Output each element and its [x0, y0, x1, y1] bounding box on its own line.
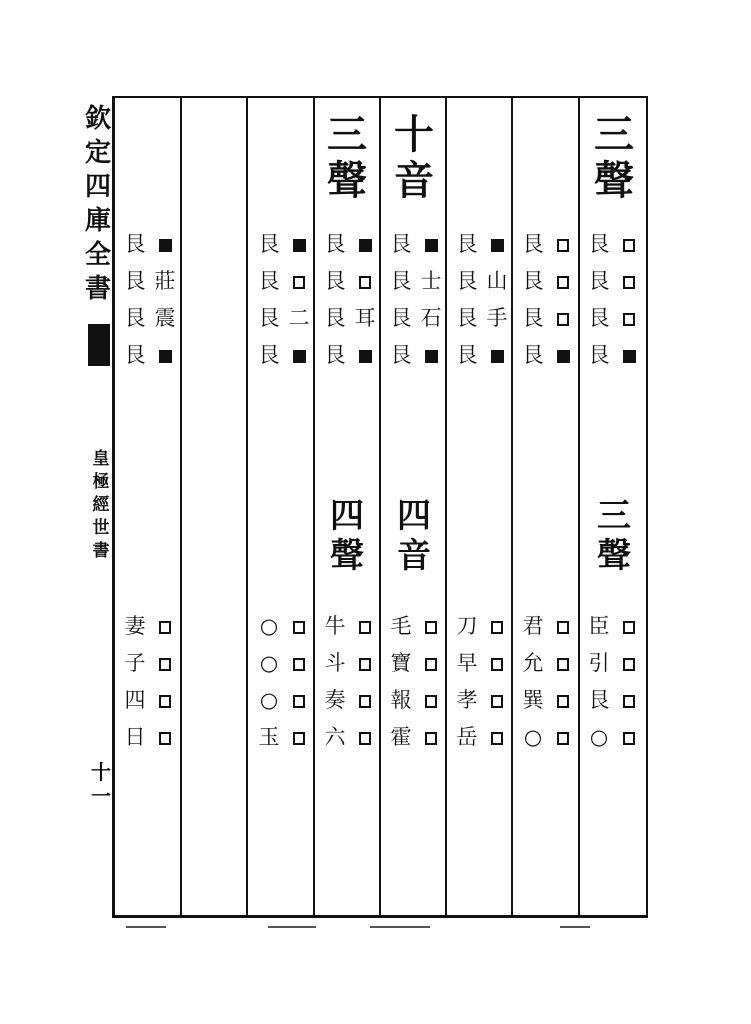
library-title — [84, 102, 112, 306]
square-column — [354, 608, 376, 756]
gen-char: 艮 — [522, 269, 544, 293]
empty-square — [552, 719, 574, 756]
sound-column-6 — [522, 608, 544, 756]
heading-ten-sounds — [392, 112, 436, 204]
heading-char: 聲 — [330, 536, 364, 576]
empty-square — [354, 719, 376, 756]
empty-square — [420, 719, 442, 756]
empty-square — [288, 263, 310, 300]
rhyme-char: 二 — [288, 306, 310, 330]
gen-column — [522, 226, 544, 374]
heading-char: 四 — [330, 496, 364, 536]
empty-square — [288, 645, 310, 682]
sound-char: 巽 — [522, 688, 544, 712]
column-rule — [379, 96, 381, 918]
sound-char: 報 — [390, 688, 412, 712]
sound-char: 艮 — [588, 688, 610, 712]
square-column — [552, 608, 574, 756]
empty-square — [618, 300, 640, 337]
empty-square — [552, 645, 574, 682]
sound-column-4 — [390, 608, 412, 756]
sound-char: 岳 — [456, 725, 478, 749]
column-rule — [578, 96, 580, 918]
filled-square — [552, 337, 574, 374]
scan-artifact — [370, 926, 430, 928]
filled-square — [486, 226, 508, 263]
gen-column — [588, 226, 610, 374]
sound-char: 日 — [124, 725, 146, 749]
filled-square — [354, 337, 376, 374]
rhyme-column-5 — [486, 226, 508, 374]
book-title — [90, 448, 112, 563]
heading-char: 音 — [397, 536, 431, 576]
sound-char: 霍 — [390, 725, 412, 749]
gen-column — [456, 226, 478, 374]
heading-three-tones — [325, 112, 369, 204]
filled-square — [154, 226, 176, 263]
empty-square — [552, 682, 574, 719]
sound-char: 奏 — [324, 688, 346, 712]
empty-square — [354, 682, 376, 719]
empty-square — [354, 263, 376, 300]
empty-square — [486, 682, 508, 719]
gen-char: 艮 — [522, 232, 544, 256]
scan-artifact — [560, 926, 590, 928]
rhyme-column-6 — [552, 226, 574, 374]
book-char: 極 — [92, 472, 110, 492]
scan-artifact — [268, 926, 316, 928]
sound-char: 允 — [522, 651, 544, 675]
gen-char: 艮 — [258, 269, 280, 293]
sound-char: 臣 — [588, 614, 610, 638]
title-char: 書 — [84, 274, 111, 304]
book-char: 書 — [92, 541, 110, 561]
gen-char: 艮 — [390, 232, 412, 256]
filled-square — [420, 337, 442, 374]
heading-char: 三 — [327, 111, 367, 158]
gen-char: 艮 — [324, 232, 346, 256]
heading-four-tones — [325, 496, 369, 576]
sound-char: 君 — [522, 614, 544, 638]
empty-square — [618, 682, 640, 719]
gen-char: 艮 — [456, 306, 478, 330]
rhyme-char: 士 — [420, 269, 442, 293]
gen-char: 艮 — [456, 269, 478, 293]
square-column — [420, 608, 442, 756]
gen-char: 艮 — [324, 343, 346, 367]
gen-char: 艮 — [588, 232, 610, 256]
gen-char: 艮 — [390, 343, 412, 367]
gen-char: 艮 — [456, 343, 478, 367]
sound-char: ○ — [259, 651, 279, 675]
sound-char: 孝 — [456, 688, 478, 712]
sound-char: 斗 — [324, 651, 346, 675]
heading-four-sounds — [392, 496, 436, 576]
empty-square — [618, 608, 640, 645]
empty-square — [618, 263, 640, 300]
gen-char: 艮 — [390, 306, 412, 330]
empty-square — [552, 226, 574, 263]
empty-square — [618, 719, 640, 756]
rhyme-char: 山 — [486, 269, 508, 293]
scan-artifact — [126, 926, 166, 928]
title-char: 全 — [84, 240, 111, 270]
sound-char: 六 — [324, 725, 346, 749]
heading-char: 三 — [597, 496, 631, 536]
title-char: 欽 — [84, 104, 111, 134]
page-char: 十 — [91, 760, 111, 784]
gen-column — [324, 226, 346, 374]
filled-square — [288, 337, 310, 374]
heading-char: 三 — [594, 111, 634, 158]
gen-char: 艮 — [522, 343, 544, 367]
filled-square — [486, 337, 508, 374]
gen-char: 艮 — [588, 343, 610, 367]
column-rule — [180, 96, 182, 918]
heading-char: 聲 — [597, 536, 631, 576]
gen-char: 艮 — [124, 232, 146, 256]
empty-square — [618, 645, 640, 682]
empty-square — [552, 608, 574, 645]
filled-square — [420, 226, 442, 263]
empty-square — [354, 608, 376, 645]
fishtail-mark — [88, 324, 110, 366]
sound-column-1 — [124, 608, 146, 756]
sound-column-5 — [456, 608, 478, 756]
filled-square — [288, 226, 310, 263]
sound-char: 子 — [124, 651, 146, 675]
heading-three-tones-right — [592, 112, 636, 204]
gen-char: 艮 — [324, 306, 346, 330]
gen-char: 艮 — [390, 269, 412, 293]
column-rule — [445, 96, 447, 918]
sound-char: ○ — [259, 688, 279, 712]
gen-char: 艮 — [258, 306, 280, 330]
gen-column — [390, 226, 412, 374]
gen-char: 艮 — [588, 269, 610, 293]
rhyme-column-1 — [154, 226, 176, 374]
gen-char: 艮 — [522, 306, 544, 330]
heading-char: 四 — [397, 496, 431, 536]
heading-three-tones-mid — [592, 496, 636, 576]
empty-square — [154, 682, 176, 719]
empty-square — [486, 608, 508, 645]
gen-char: 艮 — [588, 306, 610, 330]
sound-char: 玉 — [258, 725, 280, 749]
rhyme-char: 手 — [486, 306, 508, 330]
heading-char: 聲 — [594, 157, 634, 204]
empty-square — [288, 719, 310, 756]
sound-char: ○ — [589, 725, 609, 749]
rhyme-char: 耳 — [354, 306, 376, 330]
book-char: 世 — [92, 518, 110, 538]
title-char: 四 — [84, 172, 111, 202]
empty-square — [486, 719, 508, 756]
book-char: 皇 — [92, 449, 110, 469]
filled-square — [154, 337, 176, 374]
rhyme-column-7 — [618, 226, 640, 374]
filled-square — [618, 337, 640, 374]
gen-char: 艮 — [324, 269, 346, 293]
page-number — [88, 760, 114, 808]
sound-column-2 — [258, 608, 280, 756]
empty-square — [288, 682, 310, 719]
column-rule — [313, 96, 315, 918]
sound-char: ○ — [523, 725, 543, 749]
empty-square — [288, 608, 310, 645]
gen-char: 艮 — [258, 232, 280, 256]
empty-square — [154, 645, 176, 682]
sound-char: 早 — [456, 651, 478, 675]
sound-char: 毛 — [390, 614, 412, 638]
square-column — [288, 608, 310, 756]
empty-square — [420, 682, 442, 719]
gen-column — [258, 226, 280, 374]
title-char: 定 — [84, 138, 111, 168]
empty-square — [552, 263, 574, 300]
title-char: 庫 — [84, 206, 111, 236]
column-rule — [246, 96, 248, 918]
sound-char: 妻 — [124, 614, 146, 638]
filled-square — [354, 226, 376, 263]
rhyme-column-4 — [420, 226, 442, 374]
book-char: 經 — [92, 495, 110, 515]
gen-char: 艮 — [456, 232, 478, 256]
empty-square — [486, 645, 508, 682]
column-rule — [511, 96, 513, 918]
sound-char: ○ — [259, 614, 279, 638]
rhyme-char: 莊 — [154, 269, 176, 293]
empty-square — [420, 645, 442, 682]
heading-char: 音 — [394, 157, 434, 204]
rhyme-column-2 — [288, 226, 310, 374]
empty-square — [420, 608, 442, 645]
gen-char: 艮 — [124, 343, 146, 367]
sound-column-3 — [324, 608, 346, 756]
gen-column — [124, 226, 146, 374]
sound-char: 寶 — [390, 651, 412, 675]
square-column — [486, 608, 508, 756]
square-column — [154, 608, 176, 756]
rhyme-column-3 — [354, 226, 376, 374]
gen-char: 艮 — [258, 343, 280, 367]
gen-char: 艮 — [124, 269, 146, 293]
heading-char: 聲 — [327, 157, 367, 204]
rhyme-char: 震 — [154, 306, 176, 330]
empty-square — [354, 645, 376, 682]
sound-char: 牛 — [324, 614, 346, 638]
square-column — [618, 608, 640, 756]
empty-square — [552, 300, 574, 337]
empty-square — [154, 719, 176, 756]
sound-char: 引 — [588, 651, 610, 675]
gen-char: 艮 — [124, 306, 146, 330]
rhyme-char: 石 — [420, 306, 442, 330]
page-char: 一 — [91, 784, 111, 808]
empty-square — [154, 608, 176, 645]
sound-char: 四 — [124, 688, 146, 712]
sound-column-7 — [588, 608, 610, 756]
sound-char: 刀 — [456, 614, 478, 638]
heading-char: 十 — [394, 111, 434, 158]
empty-square — [618, 226, 640, 263]
